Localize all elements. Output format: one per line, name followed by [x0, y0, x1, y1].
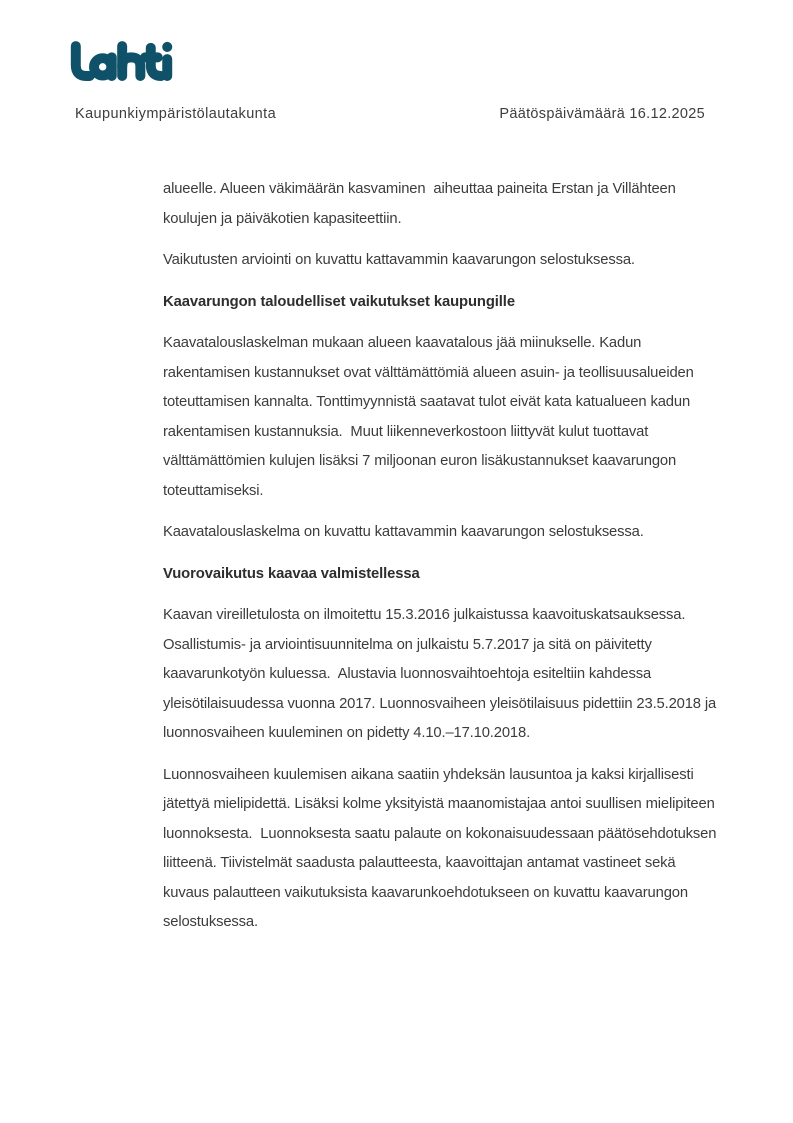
header-decision-date: Päätöspäivämäärä 16.12.2025 [499, 106, 705, 122]
document-content [163, 175, 719, 950]
section-heading: Kaavarungon taloudelliset vaikutukset kaupungille [163, 293, 515, 310]
body-paragraph: Luonnosvaiheen kuulemisen aikana saatiin yhdeksän lausuntoa ja kaksi kirjallisesti jätettyä mielipidettä. Lisäksi kolme yksityistä maanomistajaa antoi suullisen mielipiteen luonnoksesta. Luonnoksesta saatu palaute on kokonaisuudessaan päätösehdotuksen liitteenä. Tiivistelmät saadusta palautteesta, kaavoittajan antamat vastineet sekä kuvaus palautteen vaikutuksista kaavarunkoehdotukseen on kuvattu kaavarungon selostuksessa. [163, 766, 721, 930]
body-paragraph: Kaavatalouslaskelman mukaan alueen kaavatalous jää miinukselle. Kadun rakentamisen kustannukset ovat välttämättömiä alueen asuin- ja teollisuusalueiden toteuttamisen kannalta. Tonttimyynnistä saatavat tulot eivät kata katualueen kadun rakentamisen kustannuksia. Muut liikenneverkostoon liittyvät kulut tuottavat välttämättömien kulujen lisäksi 7 miljoonan euron lisäkustannukset kaavarungon toteuttamiseksi. [163, 335, 698, 499]
body-paragraph: Vaikutusten arviointi on kuvattu kattavammin kaavarungon selostuksessa. [163, 252, 635, 268]
body-paragraph: alueelle. Alueen väkimäärän kasvaminen aiheuttaa paineita Erstan ja Villähteen koulujen ja päiväkotien kapasiteettiin. [163, 181, 680, 227]
body-paragraph: Kaavan vireilletulosta on ilmoitettu 15.3.2016 julkaistussa kaavoituskatsauksessa. Osallistumis- ja arviointisuunnitelma on julkaistu 5.7.2017 ja sitä on päivitetty kaavarunkotyön kuluessa. Alustavia luonnosvaihtoehtoja esiteltiin kahdessa yleisötilaisuudessa vuonna 2017. Luonnosvaiheen yleisötilaisuus pidettiin 23.5.2018 ja luonnosvaiheen kuuleminen on pidetty 4.10.–17.10.2018. [163, 607, 721, 741]
lahti-logo [67, 40, 173, 92]
body-paragraph: Kaavatalouslaskelma on kuvattu kattavammin kaavarungon selostuksessa. [163, 524, 644, 540]
header-committee-label: Kaupunkiympäristölautakunta [75, 106, 277, 122]
section-heading: Vuorovaikutus kaavaa valmistellessa [163, 565, 420, 582]
lahti-logo-icon [67, 40, 173, 92]
